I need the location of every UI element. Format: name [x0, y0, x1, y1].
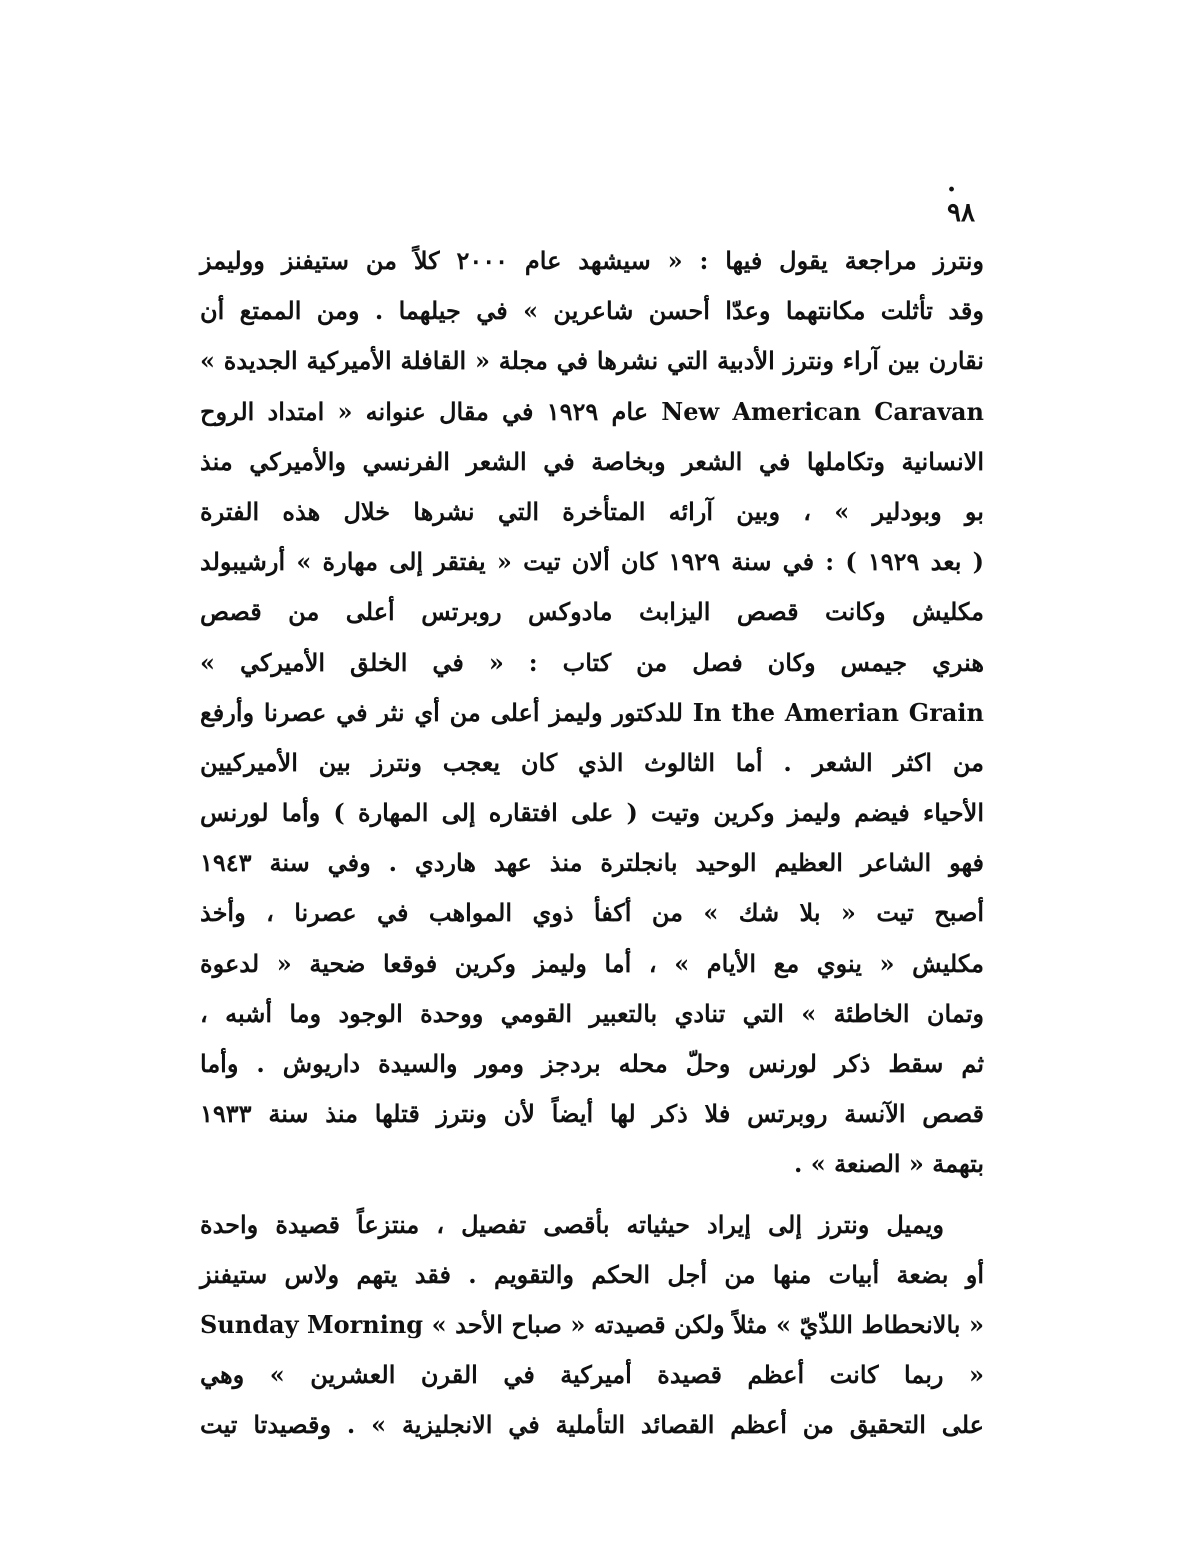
text-line: In the Amerian Grain للدكتور وليمز أعلى من أي نثر في عصرنا وأرفع	[200, 697, 984, 727]
paragraph-gap	[200, 1190, 984, 1200]
text-line: ( بعد ١٩٢٩ ) : في سنة ١٩٢٩ كان ألان تيت « يفتقر إلى مهارة » أرشيبولد	[200, 547, 984, 577]
paragraph-1	[200, 236, 984, 1190]
text-line: بتهمة « الصنعة » .	[794, 1149, 984, 1179]
text-line: الانسانية وتكاملها في الشعر وبخاصة في الشعر الفرنسي والأميركي منذ	[200, 446, 984, 476]
text-line: نقارن بين آراء ونترز الأدبية التي نشرها في مجلة « القافلة الأميركية الجديدة »	[200, 346, 984, 376]
text-line: ويميل ونترز إلى إيراد حيثياته بأقصى تفصيل ، منتزعاً قصيدة واحدة	[200, 1209, 944, 1239]
text-line: مكليش وكانت قصص اليزابث مادوكس روبرتس أعلى من قصص	[200, 597, 984, 627]
text-line: من اكثر الشعر . أما الثالوث الذي كان يعجب ونترز بين الأميركيين	[200, 747, 984, 777]
text-line: وتمان الخاطئة » التي تنادي بالتعبير القومي ووحدة الوجود وما أشبه ،	[200, 998, 984, 1028]
text-line: الأحياء فيضم وليمز وكرين وتيت ( على افتقاره إلى المهارة ) وأما لورنس	[200, 798, 984, 828]
text-line: « بالانحطاط اللذّيّ » مثلاً ولكن قصيدته « صباح الأحد » Sunday Morning	[200, 1309, 984, 1339]
body-text	[200, 236, 984, 1446]
page-number: . ٩٨	[947, 168, 975, 228]
text-line: هنري جيمس وكان فصل من كتاب : « في الخلق الأميركي »	[200, 647, 984, 677]
paragraph-2	[200, 1200, 984, 1451]
text-line: « ربما كانت أعظم قصيدة أميركية في القرن العشرين » وهي	[200, 1360, 984, 1390]
text-line: أو بضعة أبيات منها من أجل الحكم والتقويم . فقد يتهم ولاس ستيفنز	[200, 1259, 984, 1289]
text-line: ثم سقط ذكر لورنس وحلّ محله بردجز ومور والسيدة داريوش . وأما	[200, 1049, 985, 1078]
text-line: وقد تأثلت مكانتهما وعدّا أحسن شاعرين » في جيلهما . ومن الممتع أن	[200, 296, 984, 326]
text-line: ونترز مراجعة يقول فيها : « سيشهد عام ٢٠٠٠ كلاً من ستيفنز ووليمز	[200, 246, 984, 275]
text-line: على التحقيق من أعظم القصائد التأملية في الانجليزية » . وقصيدتا تيت	[200, 1410, 984, 1440]
text-line: فهو الشاعر العظيم الوحيد بانجلترة منذ عهد هاردي . وفي سنة ١٩٤٣	[200, 848, 985, 878]
text-line: قصص الآنسة روبرتس فلا ذكر لها أيضاً لأن ونترز قتلها منذ سنة ١٩٣٣	[200, 1099, 984, 1129]
text-line: أصبح تيت « بلا شك » من أكفأ ذوي المواهب في عصرنا ، وأخذ	[200, 898, 984, 928]
text-line: New American Caravan عام ١٩٢٩ في مقال عنوانه « امتداد الروح	[200, 396, 985, 426]
text-line: بو وبودلير » ، وبين آرائه المتأخرة التي نشرها خلال هذه الفترة	[200, 496, 984, 526]
text-line: مكليش « ينوي مع الأيام » ، أما وليمز وكرين فوقعا ضحية « لدعوة	[200, 948, 984, 978]
